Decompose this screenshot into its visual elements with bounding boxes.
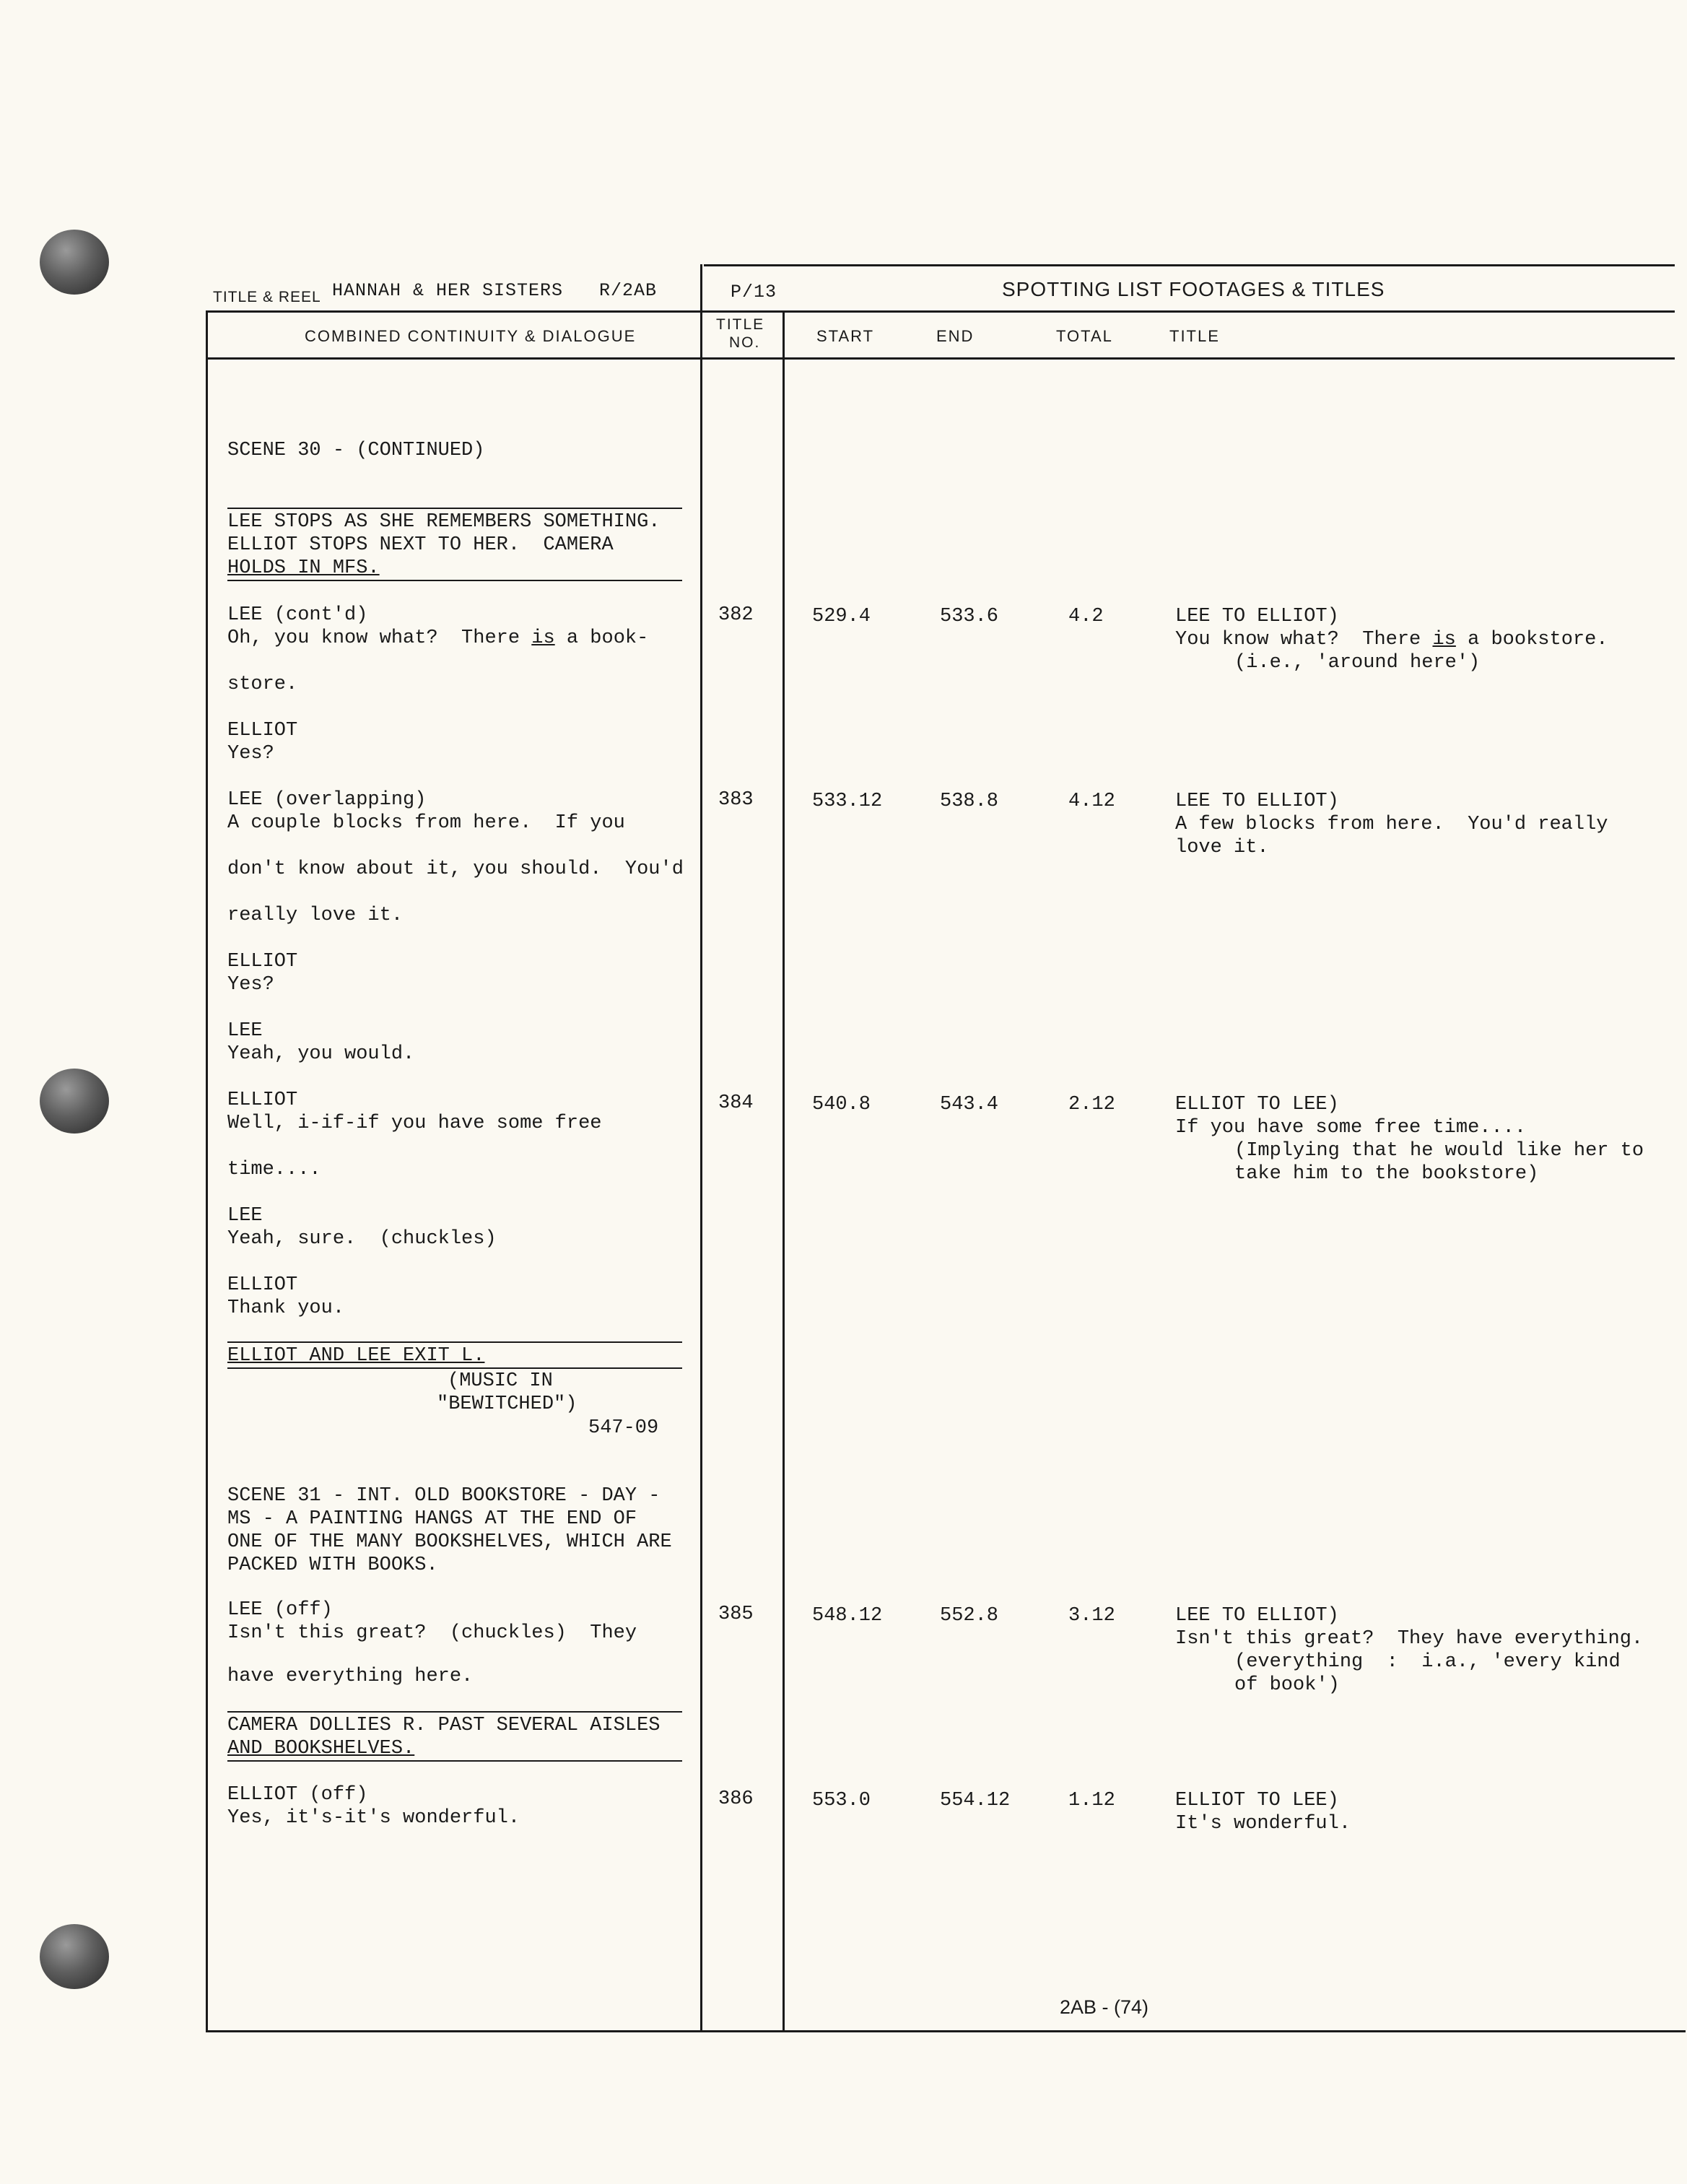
dialogue-line: don't know about it, you should. You'd: [227, 858, 684, 880]
speaker: ELLIOT: [227, 1089, 298, 1111]
dialogue-line: Oh, you know what? There is a book-: [227, 627, 649, 649]
title-number: 386: [718, 1788, 754, 1810]
col-title-no-1: TITLE: [716, 316, 765, 333]
title-text: Isn't this great? They have everything.: [1175, 1628, 1644, 1650]
film-title: HANNAH & HER SISTERS: [332, 280, 564, 301]
title-note: take him to the bookstore): [1234, 1163, 1539, 1185]
title-speaker: LEE TO ELLIOT): [1175, 1605, 1339, 1627]
action-rule: [227, 1760, 682, 1762]
col-title: TITLE: [1169, 327, 1220, 345]
title-note: (Implying that he would like her to: [1234, 1140, 1644, 1162]
title-reel-label: TITLE & REEL: [213, 289, 321, 305]
speaker: LEE: [227, 1020, 263, 1042]
speaker: LEE (cont'd): [227, 604, 368, 626]
title-speaker: ELLIOT TO LEE): [1175, 1094, 1339, 1115]
top-rule-right: [704, 264, 1675, 266]
reel-number: R/2AB: [599, 280, 658, 301]
action-rule: [227, 1711, 682, 1713]
dialogue-line: Thank you.: [227, 1297, 345, 1319]
col-title-no-2: NO.: [729, 334, 761, 351]
scene-31-heading: SCENE 31 - INT. OLD BOOKSTORE - DAY -: [227, 1485, 661, 1507]
binder-hole-middle: [40, 1069, 109, 1134]
speaker: LEE (overlapping): [227, 789, 427, 811]
speaker: ELLIOT: [227, 1274, 298, 1296]
total-footage: 2.12: [1068, 1094, 1115, 1115]
end-footage: 538.8: [940, 791, 999, 812]
scene-31-heading: MS - A PAINTING HANGS AT THE END OF: [227, 1508, 637, 1530]
divider-title-no: [783, 310, 785, 2032]
title-speaker: ELLIOT TO LEE): [1175, 1790, 1339, 1811]
title-speaker: LEE TO ELLIOT): [1175, 606, 1339, 627]
scene-31-heading: ONE OF THE MANY BOOKSHELVES, WHICH ARE: [227, 1531, 672, 1553]
left-border: [206, 310, 208, 2032]
action-rule: [227, 508, 682, 509]
footage-mark: 547-09: [588, 1417, 659, 1439]
dialogue-line: Yeah, sure. (chuckles): [227, 1228, 497, 1250]
col-start: START: [816, 327, 875, 345]
dialogue-line: Isn't this great? (chuckles) They: [227, 1622, 637, 1644]
col-continuity: COMBINED CONTINUITY & DIALOGUE: [305, 327, 637, 345]
dialogue-line: A couple blocks from here. If you: [227, 812, 625, 834]
title-note: (everything : i.a., 'every kind: [1234, 1651, 1621, 1673]
start-footage: 533.12: [812, 791, 883, 812]
col-end: END: [936, 327, 975, 345]
music-cue: (MUSIC IN: [448, 1370, 553, 1392]
sheet-title: SPOTTING LIST FOOTAGES & TITLES: [1002, 278, 1385, 300]
speaker: ELLIOT: [227, 951, 298, 973]
header-rule: [206, 310, 1675, 313]
music-cue: "BEWITCHED"): [437, 1393, 577, 1415]
title-text: It's wonderful.: [1175, 1813, 1351, 1835]
action-line: ELLIOT AND LEE EXIT L.: [227, 1345, 485, 1367]
dialogue-line: Well, i-if-if you have some free: [227, 1113, 602, 1134]
start-footage: 529.4: [812, 606, 871, 627]
speaker: LEE: [227, 1205, 263, 1227]
dialogue-line: time....: [227, 1159, 321, 1180]
title-number: 384: [718, 1092, 754, 1114]
end-footage: 554.12: [940, 1790, 1011, 1811]
page-reference: 2AB - (74): [1060, 1996, 1149, 2018]
title-note: (i.e., 'around here'): [1234, 652, 1481, 674]
title-note: of book'): [1234, 1674, 1340, 1696]
page-number: P/13: [731, 282, 777, 303]
title-number: 385: [718, 1604, 754, 1625]
total-footage: 1.12: [1068, 1790, 1115, 1811]
start-footage: 553.0: [812, 1790, 871, 1811]
end-footage: 552.8: [940, 1605, 999, 1627]
total-footage: 4.12: [1068, 791, 1115, 812]
end-footage: 533.6: [940, 606, 999, 627]
speaker: ELLIOT (off): [227, 1784, 368, 1806]
divider-continuity: [700, 264, 702, 2032]
dialogue-line: Yes, it's-it's wonderful.: [227, 1807, 520, 1829]
action-line: HOLDS IN MFS.: [227, 557, 380, 579]
title-number: 382: [718, 604, 754, 626]
dialogue-line: store.: [227, 674, 298, 695]
title-text: You know what? There is a bookstore.: [1175, 629, 1608, 651]
start-footage: 548.12: [812, 1605, 883, 1627]
bottom-rule: [206, 2030, 1686, 2032]
title-speaker: LEE TO ELLIOT): [1175, 791, 1339, 812]
column-header-rule: [206, 357, 1675, 360]
scene-31-heading: PACKED WITH BOOKS.: [227, 1554, 438, 1576]
dialogue-line: Yeah, you would.: [227, 1043, 415, 1065]
dialogue-line: really love it.: [227, 905, 404, 926]
action-rule: [227, 1341, 682, 1343]
end-footage: 543.4: [940, 1094, 999, 1115]
speaker: LEE (off): [227, 1599, 333, 1621]
dialogue-line: have everything here.: [227, 1666, 474, 1687]
title-text: love it.: [1175, 837, 1269, 858]
action-rule: [227, 1367, 682, 1369]
total-footage: 4.2: [1068, 606, 1104, 627]
action-line: AND BOOKSHELVES.: [227, 1738, 415, 1759]
speaker: ELLIOT: [227, 720, 298, 741]
binder-hole-top: [40, 230, 109, 295]
action-rule: [227, 580, 682, 581]
action-line: CAMERA DOLLIES R. PAST SEVERAL AISLES: [227, 1715, 661, 1736]
binder-hole-bottom: [40, 1924, 109, 1989]
title-number: 383: [718, 789, 754, 811]
start-footage: 540.8: [812, 1094, 871, 1115]
dialogue-line: Yes?: [227, 743, 274, 765]
title-text: A few blocks from here. You'd really: [1175, 814, 1608, 835]
col-total: TOTAL: [1056, 327, 1113, 345]
total-footage: 3.12: [1068, 1605, 1115, 1627]
action-line: LEE STOPS AS SHE REMEMBERS SOMETHING.: [227, 511, 661, 533]
scene-30-heading: SCENE 30 - (CONTINUED): [227, 440, 485, 461]
action-line: ELLIOT STOPS NEXT TO HER. CAMERA: [227, 534, 614, 556]
title-text: If you have some free time....: [1175, 1117, 1527, 1139]
dialogue-line: Yes?: [227, 974, 274, 996]
